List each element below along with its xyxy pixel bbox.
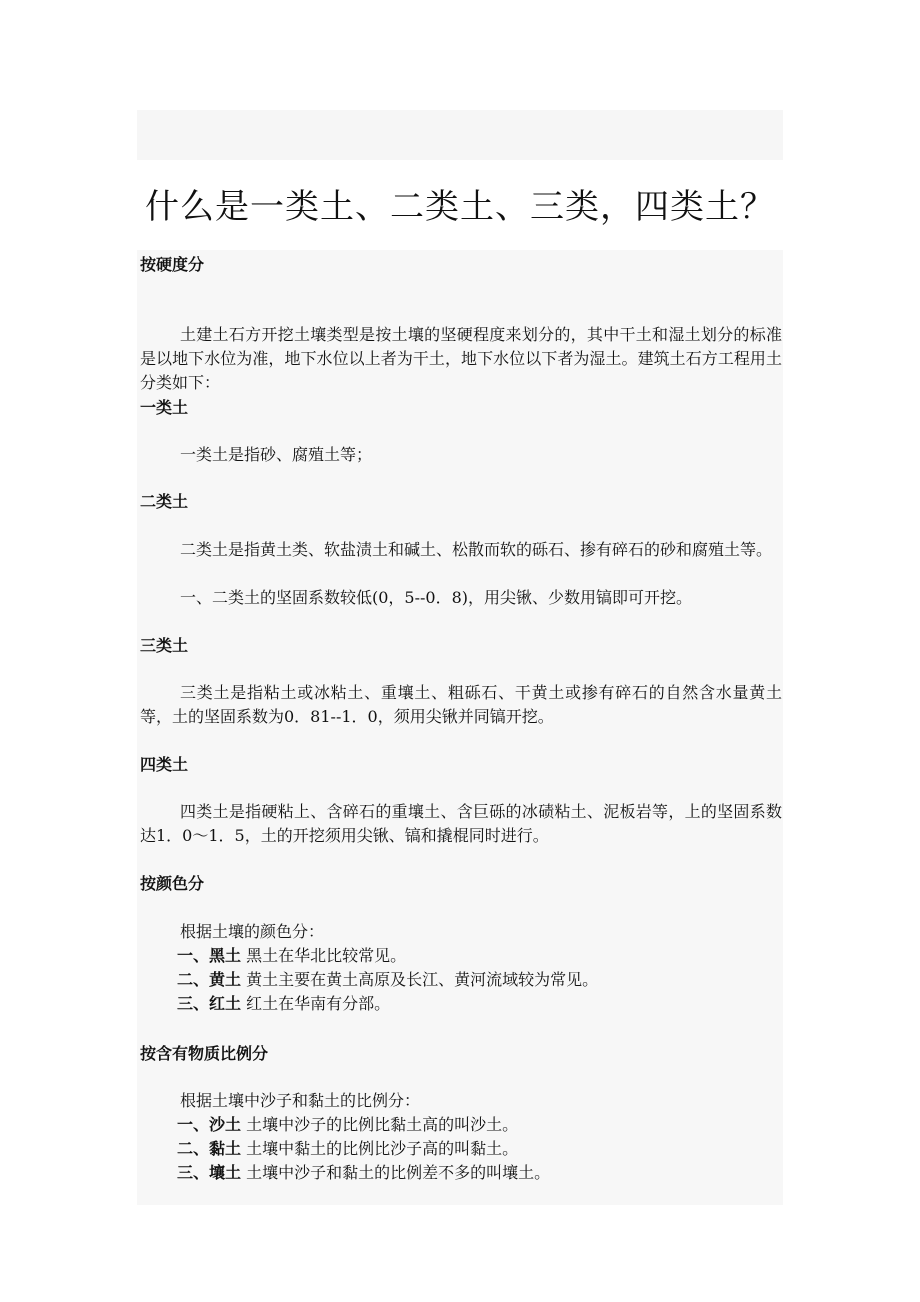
list-item — [177, 944, 406, 968]
list-item — [177, 1113, 518, 1137]
section-heading-color: 按颜色分 — [140, 874, 205, 893]
header-band — [137, 110, 783, 160]
item-term: 黑土 — [209, 946, 242, 965]
class2-text-1: 二类土是指黄土类、软盐渍土和碱土、松散而软的砾石、掺有碎石的砂和腐殖土等。 — [180, 540, 773, 559]
item-number: 二、 — [177, 1139, 210, 1158]
item-number: 一、 — [177, 1115, 210, 1134]
page-title: 什么是一类土、二类土、三类，四类土？ — [145, 187, 775, 227]
section-heading-ratio: 按含有物质比例分 — [140, 1044, 269, 1063]
item-desc: 土壤中沙子的比例比黏土高的叫沙土。 — [241, 1115, 519, 1134]
item-number: 三、 — [177, 1163, 210, 1182]
color-intro: 根据土壤的颜色分： — [180, 922, 325, 941]
item-desc: 土壤中沙子和黏土的比例差不多的叫壤土。 — [241, 1163, 551, 1182]
section-heading-class3: 三类土 — [140, 636, 189, 655]
list-item — [177, 1137, 518, 1161]
class4-text: 四类土是指硬粘上、含碎石的重壤土、含巨砾的冰碛粘土、泥板岩等，上的坚固系数达1．0～1．5，土的开挖须用尖锹、镐和撬棍同时进行。 — [140, 802, 782, 845]
list-item — [177, 1161, 550, 1185]
item-term: 黄土 — [209, 970, 242, 989]
item-desc: 土壤中黏土的比例比沙子高的叫黏土。 — [241, 1139, 519, 1158]
article-body — [137, 250, 783, 1205]
item-term: 红土 — [209, 994, 242, 1013]
ratio-intro: 根据土壤中沙子和黏土的比例分： — [180, 1091, 421, 1110]
class2-text-2: 一、二类土的坚固系数较低(0，5--0．8)，用尖锹、少数用镐即可开挖。 — [180, 588, 693, 607]
item-term: 黏土 — [209, 1139, 242, 1158]
class3-text: 三类土是指粘土或冰粘土、重壤土、粗砾石、干黄土或掺有碎石的自然含水量黄土等，土的坚固系数为0．81--1．0，须用尖锹并同镐开挖。 — [140, 683, 782, 726]
item-term: 壤土 — [209, 1163, 242, 1182]
section-heading-hardness: 按硬度分 — [140, 255, 205, 274]
section-heading-class4: 四类土 — [140, 755, 189, 774]
section-heading-class1: 一类土 — [140, 398, 189, 417]
item-desc: 黄土主要在黄土高原及长江、黄河流域较为常见。 — [241, 970, 599, 989]
item-desc: 红土在华南有分部。 — [241, 994, 391, 1013]
hardness-intro: 土建土石方开挖土壤类型是按土壤的坚硬程度来划分的，其中干土和湿土划分的标准是以地下水位为准，地下水位以上者为干土，地下水位以下者为湿土。建筑土石方工程用土分类如下： — [140, 325, 782, 392]
item-number: 一、 — [177, 946, 210, 965]
item-number: 二、 — [177, 970, 210, 989]
item-desc: 黑土在华北比较常见。 — [241, 946, 407, 965]
class1-text: 一类土是指砂、腐殖土等； — [180, 445, 373, 464]
item-number: 三、 — [177, 994, 210, 1013]
list-item — [177, 992, 390, 1016]
item-term: 沙土 — [209, 1115, 242, 1134]
list-item — [177, 968, 598, 992]
section-heading-class2: 二类土 — [140, 492, 189, 511]
